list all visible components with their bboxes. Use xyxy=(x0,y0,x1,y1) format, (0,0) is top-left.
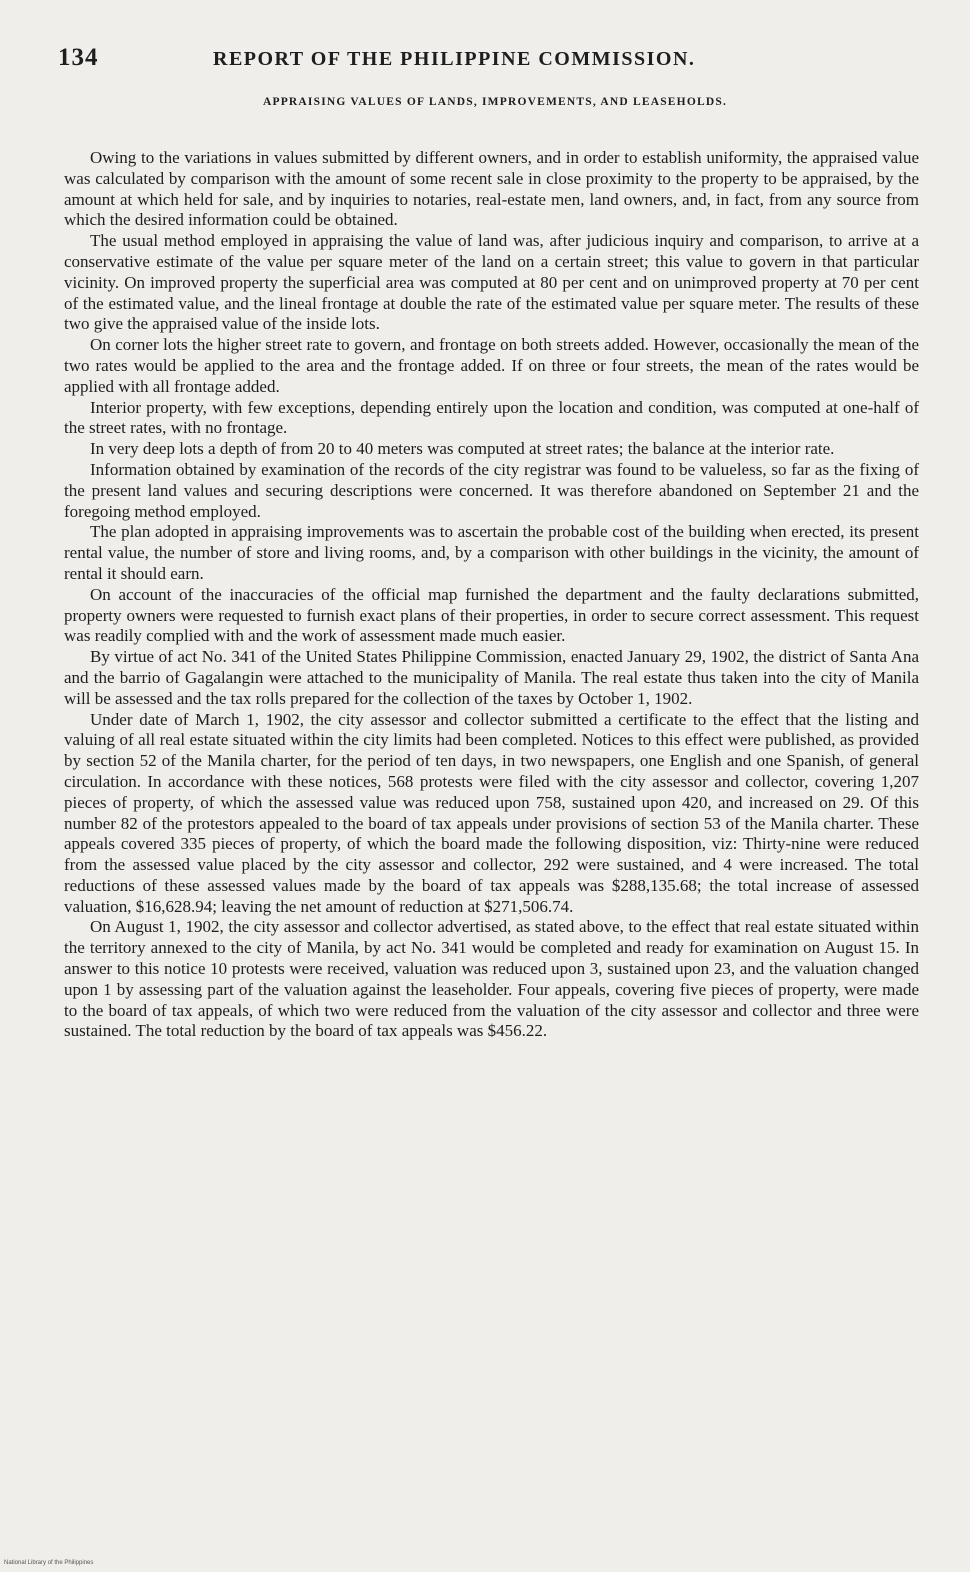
paragraph: Interior property, with few exceptions, depending entirely upon the location and condition, was computed at one-half of the street rates, with no frontage. xyxy=(64,397,919,438)
paragraph: On August 1, 1902, the city assessor and collector advertised, as stated above, to the effect that real estate situated within the territory annexed to the city of Manila, by act No. 341 would be completed and ready for examination on August 15. In answer to this notice 10 protests were received, valuation was reduced upon 3, sustained upon 23, and the valuation changed upon 1 by assessing part of the valuation against the leaseholder. Four appeals, covering five pieces of property, were made to the board of tax appeals, of which two were reduced from the valuation of the city assessor and collector and three were sustained. The total reduction by the board of tax appeals was $456.22. xyxy=(64,917,919,1041)
paragraph: On account of the inaccuracies of the official map furnished the department and the faulty declarations submitted, property owners were requested to furnish exact plans of their properties, in order to secure correct assessment. This request was readily complied with and the work of assessment made much easier. xyxy=(64,584,919,646)
paragraph: On corner lots the higher street rate to govern, and frontage on both streets added. However, occasionally the mean of the two rates would be applied to the area and the frontage added. If on three or four streets, the mean of the rates would be applied with all frontage added. xyxy=(64,335,919,396)
paragraph: The usual method employed in appraising the value of land was, after judicious inquiry and comparison, to arrive at a conservative estimate of the value per square meter of the land on a certain street; this value to govern in that particular vicinity. On improved property the superficial area was computed at 80 per cent and on unimproved property at 70 per cent of the estimated value, and the lineal frontage at double the rate of the estimated value per square meter. The results of these two give the appraised value of the inside lots. xyxy=(64,231,919,334)
page-number: 134 xyxy=(58,44,99,71)
paragraph: The plan adopted in appraising improvements was to ascertain the probable cost of the building when erected, its present rental value, the number of store and living rooms, and, by a comparison with other buildings in the vicinity, the amount of rental it should earn. xyxy=(64,522,919,583)
paragraph: In very deep lots a depth of from 20 to 40 meters was computed at street rates; the balance at the interior rate. xyxy=(90,439,835,459)
body-text xyxy=(64,148,919,1042)
paragraph: Under date of March 1, 1902, the city assessor and collector submitted a certificate to the effect that the listing and valuing of all real estate situated within the city limits had been completed. Notices to this effect were published, as provided by section 52 of the Manila charter, for the period of ten days, in two newspapers, one English and one Spanish, of general circulation. In accordance with these notices, 568 protests were filed with the city assessor and collector, covering 1,207 pieces of property, of which the assessed value was reduced upon 758, sustained upon 420, and increased on 29. Of this number 82 of the protestors appealed to the board of tax appeals under provisions of section 53 of the Manila charter. These appeals covered 335 pieces of property, of which the board made the following disposition, viz: Thirty-nine were reduced from the assessed value placed by the city assessor and collector, 292 were sustained, and 4 were increased. The total reductions of these assessed values made by the board of tax appeals was $288,135.68; the total increase of assessed valuation, $16,628.94; leaving the net amount of reduction at $271,506.74. xyxy=(64,709,919,916)
paragraph: By virtue of act No. 341 of the United States Philippine Commission, enacted January 29, 1902, the district of Santa Ana and the barrio of Gagalangin were attached to the municipality of Manila. The real estate thus taken into the city of Manila will be assessed and the tax rolls prepared for the collection of the taxes by October 1, 1902. xyxy=(64,647,919,708)
paragraph: Information obtained by examination of the records of the city registrar was found to be valueless, so far as the fixing of the present land values and securing descriptions were concerned. It was therefore abandoned on September 21 and the foregoing method employed. xyxy=(64,459,919,521)
footer-credit: National Library of the Philippines xyxy=(4,1560,94,1566)
running-title: REPORT OF THE PHILIPPINE COMMISSION. xyxy=(213,48,696,70)
paragraph: Owing to the variations in values submitted by different owners, and in order to establish uniformity, the appraised value was calculated by comparison with the amount of some recent sale in close proximity to the property to be appraised, by the amount at which held for sale, and by inquiries to notaries, real-estate men, land owners, and, in fact, from any source from which the desired information could be obtained. xyxy=(64,148,919,230)
section-heading: APPRAISING VALUES OF LANDS, IMPROVEMENTS, AND LEASEHOLDS. xyxy=(262,96,728,108)
page-header xyxy=(58,44,918,84)
